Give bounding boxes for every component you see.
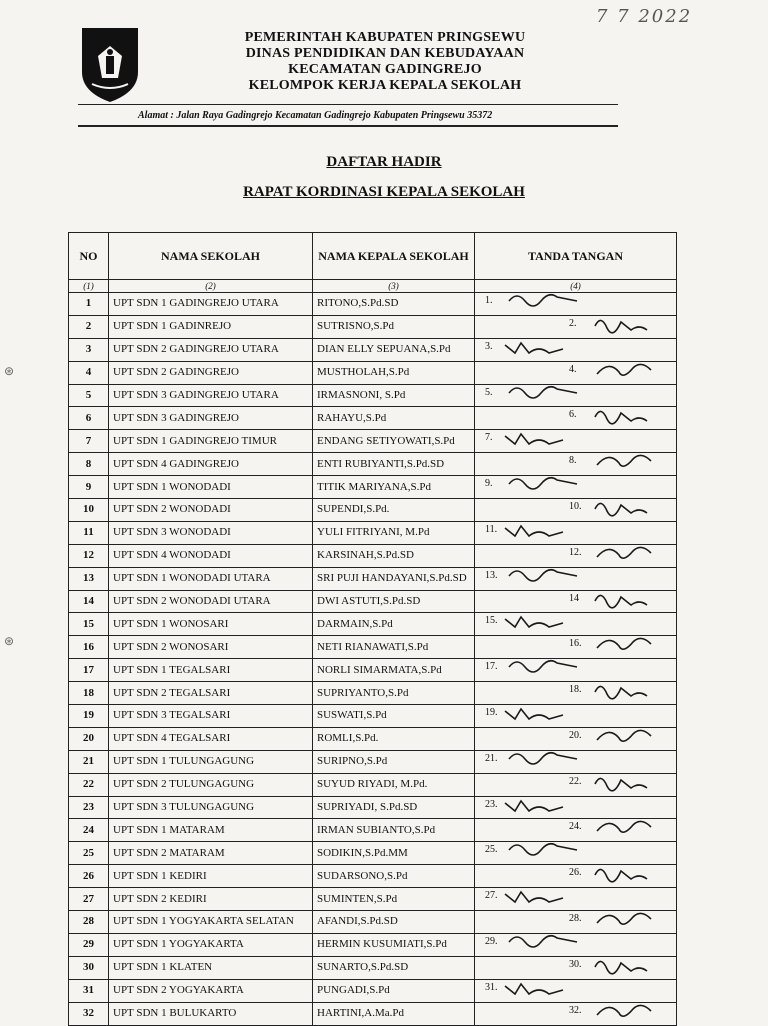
handwritten-signature — [499, 289, 595, 313]
row-number: 8 — [69, 453, 109, 476]
principal-name: RITONO,S.Pd.SD — [313, 293, 475, 316]
school-name: UPT SDN 1 KEDIRI — [109, 865, 313, 888]
principal-name: SRI PUJI HANDAYANI,S.Pd.SD — [313, 567, 475, 590]
handwritten-signature — [499, 472, 595, 496]
row-number: 3 — [69, 338, 109, 361]
row-number: 14 — [69, 590, 109, 613]
row-number: 26 — [69, 865, 109, 888]
signature-number: 31. — [485, 981, 498, 993]
handwritten-signature — [499, 426, 595, 450]
principal-name: MUSTHOLAH,S.Pd — [313, 361, 475, 384]
header-school-name: NAMA SEKOLAH — [109, 233, 313, 280]
row-number: 5 — [69, 384, 109, 407]
school-name: UPT SDN 1 GADINGREJO UTARA — [109, 293, 313, 316]
signature-number: 11. — [485, 523, 498, 535]
principal-name: DIAN ELLY SEPUANA,S.Pd — [313, 338, 475, 361]
principal-name: ENTI RUBIYANTI,S.Pd.SD — [313, 453, 475, 476]
principal-name: PUNGADI,S.Pd — [313, 979, 475, 1002]
school-name: UPT SDN 2 TULUNGAGUNG — [109, 773, 313, 796]
handwritten-signature — [587, 953, 683, 977]
school-name: UPT SDN 1 BULUKARTO — [109, 1002, 313, 1025]
row-number: 11 — [69, 521, 109, 544]
row-number: 17 — [69, 659, 109, 682]
table-row — [69, 338, 677, 361]
signature-number: 26. — [569, 867, 582, 879]
school-name: UPT SDN 1 TULUNGAGUNG — [109, 750, 313, 773]
row-number: 29 — [69, 933, 109, 956]
signature-number: 25. — [485, 844, 498, 856]
principal-name: IRMASNONI, S.Pd — [313, 384, 475, 407]
signature-number: 6. — [569, 409, 577, 421]
handwritten-signature — [587, 815, 683, 839]
signature-number: 10. — [569, 501, 582, 513]
signature-number: 4. — [569, 363, 577, 375]
row-number: 28 — [69, 911, 109, 934]
handwritten-signature — [499, 838, 595, 862]
handwritten-signature — [587, 770, 683, 794]
school-name: UPT SDN 1 YOGYAKARTA — [109, 933, 313, 956]
index-cell: (2) — [109, 280, 313, 293]
handwritten-signature — [587, 724, 683, 748]
handwritten-signature — [587, 632, 683, 656]
binder-hole-mark: ⊛ — [4, 634, 15, 648]
handwritten-signature — [587, 541, 683, 565]
row-number: 31 — [69, 979, 109, 1002]
school-name: UPT SDN 3 GADINGREJO — [109, 407, 313, 430]
school-name: UPT SDN 1 WONOSARI — [109, 613, 313, 636]
handwritten-signature — [499, 609, 595, 633]
school-name: UPT SDN 3 GADINGREJO UTARA — [109, 384, 313, 407]
principal-name: IRMAN SUBIANTO,S.Pd — [313, 819, 475, 842]
letterhead-line-3: KECAMATAN GADINGREJO — [288, 62, 482, 77]
principal-name: TITIK MARIYANA,S.Pd — [313, 476, 475, 499]
school-name: UPT SDN 1 KLATEN — [109, 956, 313, 979]
signature-number: 9. — [485, 478, 493, 490]
school-name: UPT SDN 1 MATARAM — [109, 819, 313, 842]
letterhead — [150, 30, 620, 94]
index-cell: (4) — [475, 280, 677, 293]
principal-name: SUDARSONO,S.Pd — [313, 865, 475, 888]
signature-number: 19. — [485, 707, 498, 719]
attendance-table — [68, 232, 677, 1026]
letterhead-rule-top — [78, 104, 618, 105]
row-number: 22 — [69, 773, 109, 796]
row-number: 18 — [69, 682, 109, 705]
principal-name: SUPRIYADI, S.Pd.SD — [313, 796, 475, 819]
school-name: UPT SDN 2 WONOSARI — [109, 636, 313, 659]
row-number: 24 — [69, 819, 109, 842]
handwritten-signature — [499, 930, 595, 954]
header-principal-name: NAMA KEPALA SEKOLAH — [313, 233, 475, 280]
signature-number: 32. — [569, 1004, 582, 1016]
signature-number: 1. — [485, 295, 493, 306]
school-name: UPT SDN 1 GADINREJO — [109, 315, 313, 338]
row-number: 6 — [69, 407, 109, 430]
handwritten-signature — [499, 976, 595, 1000]
table-row — [69, 750, 677, 773]
table-row — [69, 842, 677, 865]
signature-number: 2. — [569, 317, 577, 329]
principal-name: SUYUD RIYADI, M.Pd. — [313, 773, 475, 796]
row-number: 21 — [69, 750, 109, 773]
handwritten-signature — [587, 587, 683, 611]
school-name: UPT SDN 4 GADINGREJO — [109, 453, 313, 476]
school-name: UPT SDN 3 TEGALSARI — [109, 705, 313, 728]
handwritten-signature — [499, 884, 595, 908]
header-no: NO — [69, 233, 109, 280]
signature-number: 17. — [485, 661, 498, 673]
row-number: 10 — [69, 499, 109, 522]
header-signature: TANDA TANGAN — [475, 233, 677, 280]
principal-name: ROMLI,S.Pd. — [313, 727, 475, 750]
school-name: UPT SDN 2 YOGYAKARTA — [109, 979, 313, 1002]
handwritten-signature — [499, 335, 595, 359]
signature-number: 12. — [569, 546, 582, 558]
table-row — [69, 979, 677, 1002]
letterhead-line-2: DINAS PENDIDIKAN DAN KEBUDAYAAN — [245, 46, 525, 61]
row-number: 20 — [69, 727, 109, 750]
principal-name: DARMAIN,S.Pd — [313, 613, 475, 636]
school-name: UPT SDN 1 WONODADI UTARA — [109, 567, 313, 590]
school-name: UPT SDN 2 MATARAM — [109, 842, 313, 865]
table-row — [69, 384, 677, 407]
row-number: 2 — [69, 315, 109, 338]
signature-number: 18. — [569, 684, 582, 696]
principal-name: RAHAYU,S.Pd — [313, 407, 475, 430]
handwritten-signature — [499, 701, 595, 725]
table-row — [69, 888, 677, 911]
index-cell: (1) — [69, 280, 109, 293]
row-number: 25 — [69, 842, 109, 865]
school-name: UPT SDN 3 WONODADI — [109, 521, 313, 544]
signature-number: 14 — [569, 592, 579, 604]
signature-number: 21. — [485, 752, 498, 764]
school-name: UPT SDN 2 KEDIRI — [109, 888, 313, 911]
handwritten-signature — [499, 747, 595, 771]
row-number: 30 — [69, 956, 109, 979]
principal-name: YULI FITRIYANI, M.Pd — [313, 521, 475, 544]
table-row — [69, 933, 677, 956]
signature-number: 8. — [569, 455, 577, 467]
school-name: UPT SDN 2 GADINGREJO — [109, 361, 313, 384]
document-title: DAFTAR HADIR — [326, 154, 442, 170]
row-number: 13 — [69, 567, 109, 590]
school-name: UPT SDN 2 WONODADI — [109, 499, 313, 522]
document-subtitle: RAPAT KORDINASI KEPALA SEKOLAH — [243, 184, 525, 200]
school-name: UPT SDN 1 GADINGREJO TIMUR — [109, 430, 313, 453]
school-name: UPT SDN 3 TULUNGAGUNG — [109, 796, 313, 819]
letterhead-line-1: PEMERINTAH KABUPATEN PRINGSEWU — [244, 30, 526, 45]
principal-name: SUPENDI,S.Pd. — [313, 499, 475, 522]
handwritten-signature — [587, 312, 683, 336]
row-number: 9 — [69, 476, 109, 499]
table-row — [69, 613, 677, 636]
index-cell: (3) — [313, 280, 475, 293]
table-row — [69, 476, 677, 499]
principal-name: SUPRIYANTO,S.Pd — [313, 682, 475, 705]
letterhead-address: Alamat : Jalan Raya Gadingrejo Kecamatan Gadingrejo Kabupaten Pringsewu 35372 — [138, 110, 493, 121]
row-number: 4 — [69, 361, 109, 384]
school-name: UPT SDN 4 TEGALSARI — [109, 727, 313, 750]
school-name: UPT SDN 1 WONODADI — [109, 476, 313, 499]
row-number: 7 — [69, 430, 109, 453]
row-number: 27 — [69, 888, 109, 911]
table-row — [69, 705, 677, 728]
signature-number: 15. — [485, 615, 498, 627]
binder-hole-mark: ⊛ — [4, 364, 15, 378]
letterhead-line-4: KELOMPOK KERJA KEPALA SEKOLAH — [248, 78, 522, 93]
table-row — [69, 796, 677, 819]
signature-number: 20. — [569, 729, 582, 741]
handwritten-signature — [587, 495, 683, 519]
principal-name: HERMIN KUSUMIATI,S.Pd — [313, 933, 475, 956]
school-name: UPT SDN 4 WONODADI — [109, 544, 313, 567]
handwritten-signature — [587, 358, 683, 382]
principal-name: SODIKIN,S.Pd.MM — [313, 842, 475, 865]
school-name: UPT SDN 1 TEGALSARI — [109, 659, 313, 682]
handwritten-date-note: 7 7 2022 — [596, 6, 693, 27]
principal-name: NORLI SIMARMATA,S.Pd — [313, 659, 475, 682]
signature-number: 27. — [485, 890, 498, 902]
row-number: 1 — [69, 293, 109, 316]
principal-name: SUSWATI,S.Pd — [313, 705, 475, 728]
row-number: 19 — [69, 705, 109, 728]
handwritten-signature — [587, 999, 683, 1023]
principal-name: HARTINI,A.Ma.Pd — [313, 1002, 475, 1025]
signature-number: 23. — [485, 798, 498, 810]
handwritten-signature — [587, 907, 683, 931]
handwritten-signature — [499, 655, 595, 679]
signature-number: 28. — [569, 913, 582, 925]
principal-name: KARSINAH,S.Pd.SD — [313, 544, 475, 567]
row-number: 15 — [69, 613, 109, 636]
signature-number: 13. — [485, 569, 498, 581]
school-name: UPT SDN 2 TEGALSARI — [109, 682, 313, 705]
handwritten-signature — [499, 793, 595, 817]
table-row — [69, 659, 677, 682]
handwritten-signature — [499, 564, 595, 588]
signature-number: 22. — [569, 775, 582, 787]
table-header-row — [69, 233, 677, 280]
principal-name: ENDANG SETIYOWATI,S.Pd — [313, 430, 475, 453]
row-number: 12 — [69, 544, 109, 567]
signature-number: 5. — [485, 386, 493, 398]
table-row — [69, 1002, 677, 1025]
handwritten-signature — [587, 678, 683, 702]
row-number: 16 — [69, 636, 109, 659]
principal-name: DWI ASTUTI,S.Pd.SD — [313, 590, 475, 613]
signature-cell — [475, 1002, 677, 1025]
school-name: UPT SDN 2 WONODADI UTARA — [109, 590, 313, 613]
table-row — [69, 567, 677, 590]
table-row — [69, 521, 677, 544]
principal-name: AFANDI,S.Pd.SD — [313, 911, 475, 934]
signature-number: 7. — [485, 432, 493, 444]
principal-name: NETI RIANAWATI,S.Pd — [313, 636, 475, 659]
school-name: UPT SDN 2 GADINGREJO UTARA — [109, 338, 313, 361]
table-row — [69, 430, 677, 453]
handwritten-signature — [587, 403, 683, 427]
signature-number: 3. — [485, 340, 493, 352]
handwritten-signature — [499, 381, 595, 405]
handwritten-signature — [499, 518, 595, 542]
regency-crest-logo — [78, 26, 142, 104]
table-row — [69, 293, 677, 316]
letterhead-rule-bottom — [78, 125, 618, 127]
principal-name: SUNARTO,S.Pd.SD — [313, 956, 475, 979]
signature-number: 24. — [569, 821, 582, 833]
school-name: UPT SDN 1 YOGYAKARTA SELATAN — [109, 911, 313, 934]
principal-name: SUMINTEN,S.Pd — [313, 888, 475, 911]
principal-name: SUTRISNO,S.Pd — [313, 315, 475, 338]
row-number: 23 — [69, 796, 109, 819]
signature-number: 30. — [569, 958, 582, 970]
signature-number: 29. — [485, 935, 498, 947]
handwritten-signature — [587, 861, 683, 885]
handwritten-signature — [587, 449, 683, 473]
signature-number: 16. — [569, 638, 582, 650]
row-number: 32 — [69, 1002, 109, 1025]
principal-name: SURIPNO,S.Pd — [313, 750, 475, 773]
